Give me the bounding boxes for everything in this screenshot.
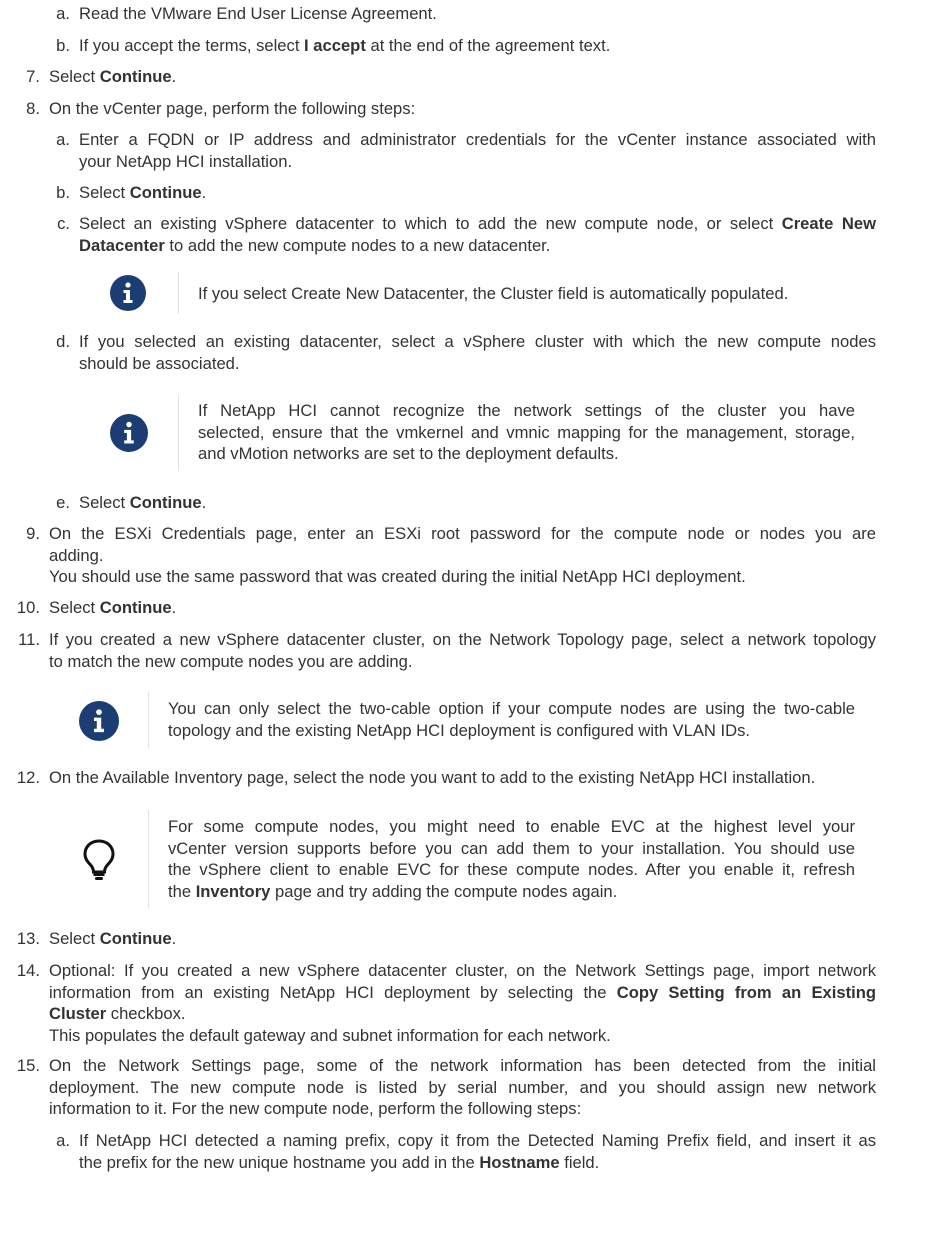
text-line xyxy=(79,1152,876,1174)
bold-inventory: Inventory xyxy=(195,881,271,901)
step-number: d. xyxy=(56,332,70,351)
note-divider xyxy=(178,395,179,471)
note-divider xyxy=(148,692,149,748)
step-number: e. xyxy=(56,493,70,512)
text-line: to match the new compute nodes you are adding. xyxy=(49,651,413,671)
text-line: vCenter version supports before you can add them to your installation. You should use xyxy=(168,838,855,858)
text-segment: . xyxy=(201,183,207,202)
info-icon xyxy=(110,275,146,311)
step-number: 9. xyxy=(26,524,40,543)
step-text xyxy=(79,3,876,25)
text-segment: . xyxy=(171,67,177,86)
tip-admonition xyxy=(0,810,950,910)
step-text xyxy=(79,182,876,204)
step-number: a. xyxy=(56,4,70,23)
step-number: 12. xyxy=(16,768,40,787)
text-line: This populates the default gateway and subnet information for each network. xyxy=(49,1025,611,1045)
text-line: topology and the existing NetApp HCI deployment is configured with VLAN IDs. xyxy=(168,720,751,740)
text-segment: Select xyxy=(49,929,100,948)
step-text xyxy=(49,98,876,120)
note-text xyxy=(198,400,855,465)
text-line: Optional: If you created a new vSphere datacenter cluster, on the Network Settings page, import network xyxy=(49,961,876,980)
step-text xyxy=(79,492,876,514)
text-line xyxy=(79,213,876,235)
bold-continue: Continue xyxy=(99,929,172,948)
note-text-content: If you select Create New Datacenter, the Cluster field is automatically populated. xyxy=(198,284,789,303)
bold-i-accept: I accept xyxy=(304,36,366,55)
step-text xyxy=(49,597,876,619)
note-text xyxy=(168,698,855,741)
text-line: You can only select the two-cable option if your compute nodes are using the two-cable xyxy=(168,699,855,718)
text-segment: If you accept the terms, select xyxy=(79,36,305,55)
note-admonition xyxy=(0,395,950,473)
step-number: 11. xyxy=(18,630,40,649)
text-line: your NetApp HCI installation. xyxy=(79,151,293,171)
step-text xyxy=(79,213,876,256)
text-line xyxy=(49,1003,876,1025)
bold-cluster: Cluster xyxy=(49,1004,107,1023)
text-segment: page and try adding the compute nodes again. xyxy=(270,881,618,901)
text-segment: Select xyxy=(49,67,100,86)
tip-text xyxy=(168,816,855,902)
text-line: You should use the same password that was created during the initial NetApp HCI deployment. xyxy=(49,567,746,586)
step-number: b. xyxy=(56,183,70,202)
text-line: For some compute nodes, you might need to enable EVC at the highest level your xyxy=(168,817,855,836)
note-admonition xyxy=(0,692,950,750)
text-line: selected, ensure that the vmkernel and vmnic mapping for the management, storage, xyxy=(198,422,855,442)
text-line xyxy=(79,235,876,257)
step-number: 10. xyxy=(16,598,40,617)
text-segment: . xyxy=(201,493,207,512)
info-icon xyxy=(110,414,148,452)
text-segment: to add the new compute nodes to a new datacenter. xyxy=(164,235,551,255)
text-segment: field. xyxy=(559,1152,600,1172)
text-line: deployment. The new compute node is listed by serial number, and you should assign new network xyxy=(49,1077,876,1097)
step-number: 15. xyxy=(16,1056,40,1075)
bold-hostname: Hostname xyxy=(479,1152,560,1172)
bold-create-new: Create New xyxy=(781,214,876,233)
text-line: Enter a FQDN or IP address and administrator credentials for the vCenter instance associated with xyxy=(79,130,876,149)
text-line: If NetApp HCI cannot recognize the network settings of the cluster you have xyxy=(198,401,855,420)
text-segment: checkbox. xyxy=(106,1004,186,1023)
step-text xyxy=(49,960,876,1046)
text-segment: Select an existing vSphere datacenter to which to add the new compute node, or select xyxy=(79,214,782,233)
text-segment: Select xyxy=(79,493,130,512)
step-text-content: On the Available Inventory page, select the node you want to add to the existing NetApp HCI installation. xyxy=(49,768,816,787)
text-segment: the prefix for the new unique hostname you add in the xyxy=(79,1152,480,1172)
bold-copy-setting: Copy Setting from an Existing xyxy=(616,982,876,1002)
text-line: information to it. For the new compute node, perform the following steps: xyxy=(49,1099,582,1118)
text-line: If you selected an existing datacenter, select a vSphere cluster with which the new compute nodes xyxy=(79,332,876,351)
step-number: a. xyxy=(56,1131,70,1150)
info-icon xyxy=(79,701,119,741)
bold-continue: Continue xyxy=(99,67,172,86)
text-line xyxy=(168,881,855,903)
text-line: adding. xyxy=(49,545,104,565)
step-text xyxy=(49,928,876,950)
text-segment: the xyxy=(168,881,196,901)
text-line: On the Network Settings page, some of the network information has been detected from the initial xyxy=(49,1056,876,1075)
step-text xyxy=(79,1130,876,1173)
text-line: If NetApp HCI detected a naming prefix, copy it from the Detected Naming Prefix field, and insert it as xyxy=(79,1131,876,1150)
step-number: 13. xyxy=(16,929,40,948)
step-text xyxy=(49,629,876,672)
step-text xyxy=(49,523,876,588)
text-segment: information from an existing NetApp HCI deployment by selecting the xyxy=(49,982,617,1002)
step-text xyxy=(79,129,876,172)
bold-continue: Continue xyxy=(129,183,202,202)
step-text xyxy=(49,66,876,88)
bold-continue: Continue xyxy=(129,493,202,512)
note-text xyxy=(198,283,858,305)
step-text xyxy=(79,35,876,57)
text-segment: . xyxy=(171,929,177,948)
step-number: b. xyxy=(56,36,70,55)
step-text xyxy=(49,1055,876,1120)
note-admonition xyxy=(0,272,950,316)
step-number: 8. xyxy=(26,99,40,118)
step-number: a. xyxy=(56,130,70,149)
step-number: 7. xyxy=(26,67,40,86)
step-number: 14. xyxy=(16,961,40,980)
step-number: c. xyxy=(57,214,70,233)
step-text-content: On the vCenter page, perform the following steps: xyxy=(49,99,416,118)
note-divider xyxy=(148,810,149,908)
text-segment: Select xyxy=(79,183,130,202)
step-text xyxy=(49,767,876,789)
text-segment: . xyxy=(171,598,177,617)
text-segment: at the end of the agreement text. xyxy=(365,36,611,55)
text-segment: Select xyxy=(49,598,100,617)
text-line xyxy=(49,982,876,1004)
text-line: On the ESXi Credentials page, enter an ESXi root password for the compute node or nodes you are xyxy=(49,524,876,543)
text-line: If you created a new vSphere datacenter cluster, on the Network Topology page, select a network topology xyxy=(49,630,876,649)
text-line: the vSphere client to enable EVC for these compute nodes. After you enable it, refresh xyxy=(168,860,855,879)
step-text xyxy=(79,331,876,374)
lightbulb-icon xyxy=(82,838,116,882)
text-line: should be associated. xyxy=(79,353,240,373)
step-text-content: Read the VMware End User License Agreement. xyxy=(79,4,437,23)
bold-datacenter: Datacenter xyxy=(79,235,165,255)
bold-continue: Continue xyxy=(99,598,172,617)
note-divider xyxy=(178,272,179,314)
text-line: and vMotion networks are set to the deployment defaults. xyxy=(198,444,619,463)
